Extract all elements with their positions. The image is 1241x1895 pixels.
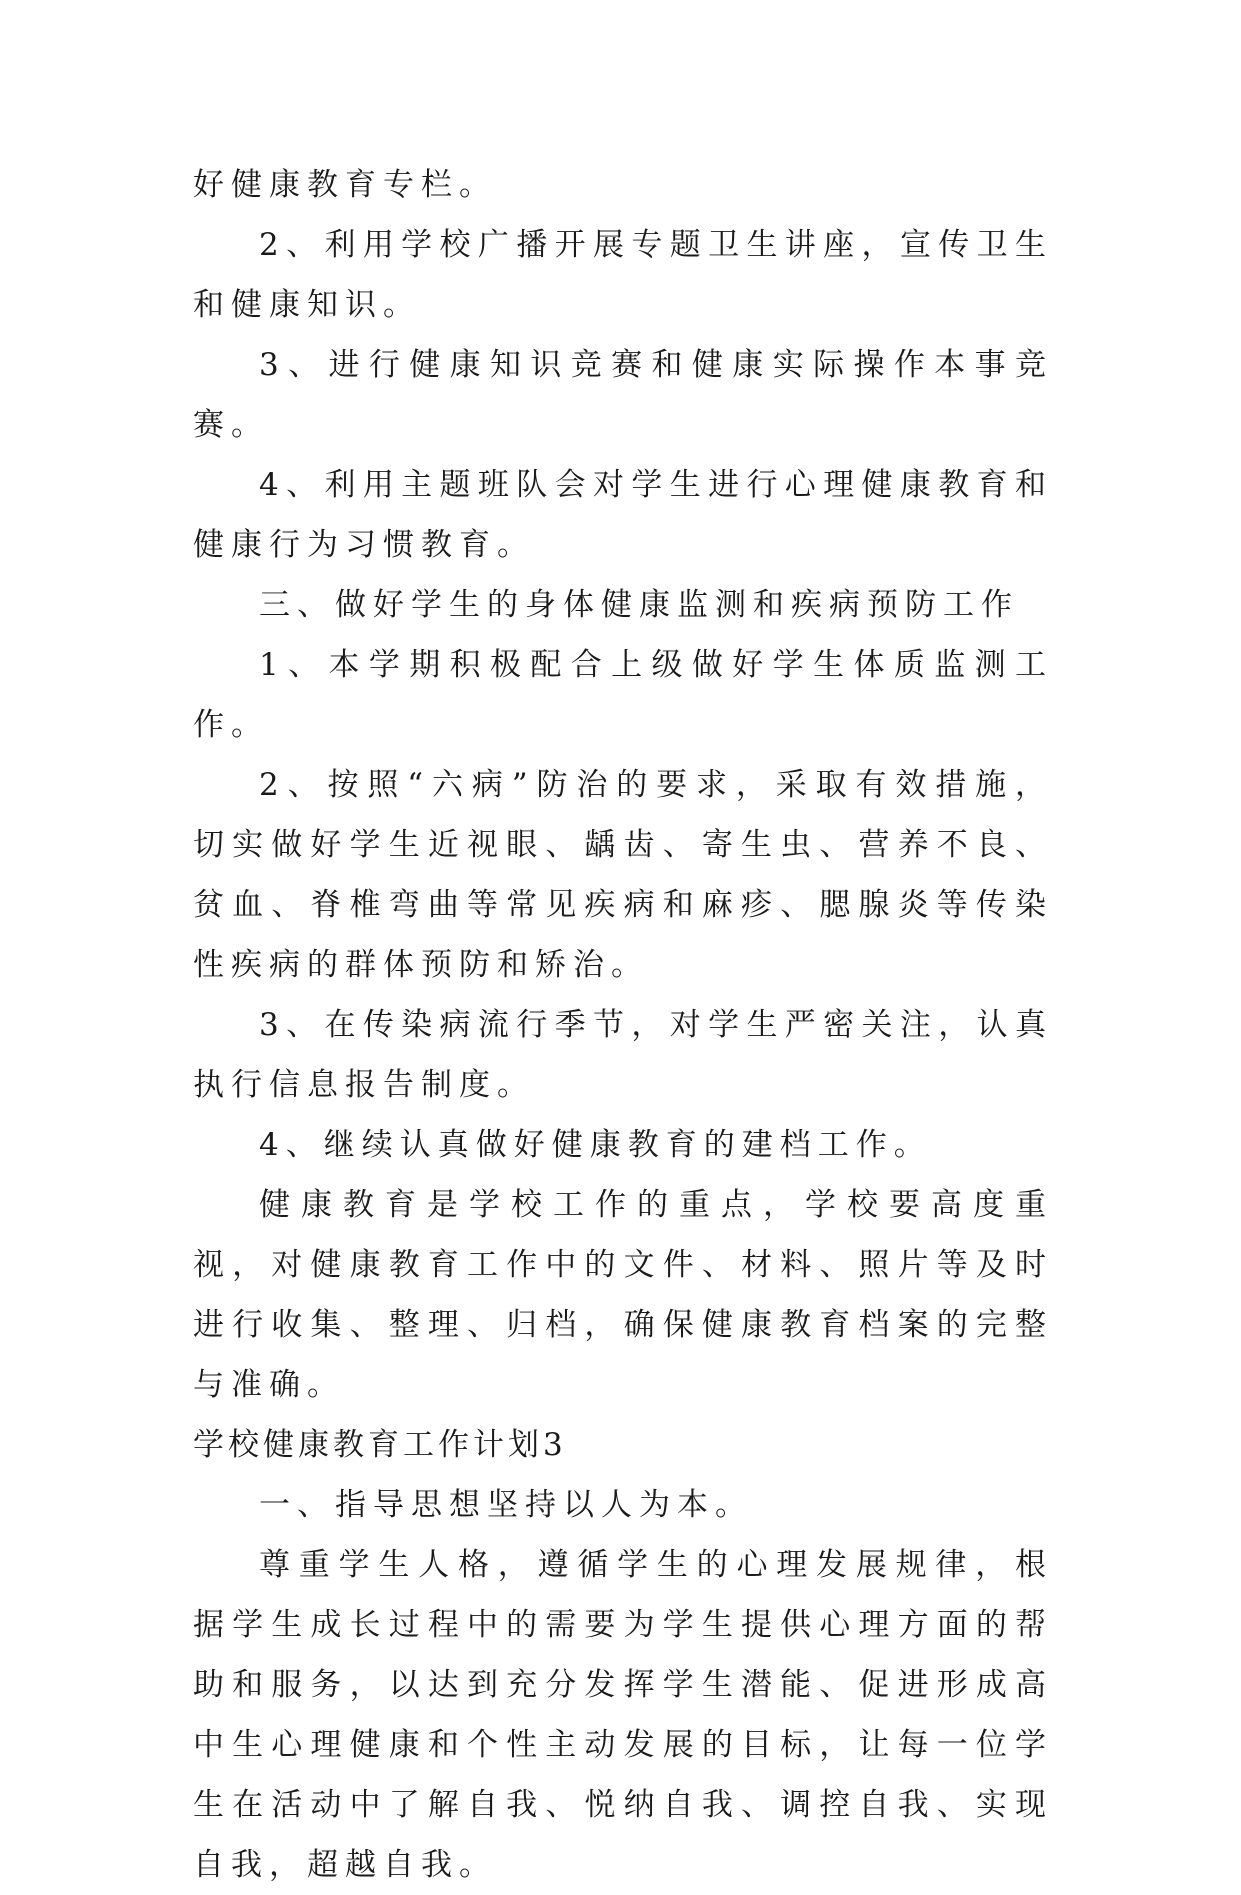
section-heading: 三、做好学生的身体健康监测和疾病预防工作: [259, 587, 1019, 623]
paragraph: 3、在传染病流行季节，对学生严密关注，认真执行信息报告制度。: [193, 1007, 1053, 1103]
paragraph: 尊重学生人格，遵循学生的心理发展规律，根据学生成长过程中的需要为学生提供心理方面的帮助和服务，以达到充分发挥学生潜能、促进形成高中生心理健康和个性主动发展的目标，让每一位学生在活动中了解自我、悦纳自我、调控自我、实现自我，超越自我。: [193, 1547, 1053, 1883]
document-body: [193, 155, 1053, 1895]
paragraph: 1、本学期积极配合上级做好学生体质监测工作。: [193, 647, 1053, 743]
section-heading: 一、指导思想坚持以人为本。: [259, 1487, 753, 1523]
paragraph: 4、利用主题班队会对学生进行心理健康教育和健康行为习惯教育。: [193, 467, 1053, 563]
paragraph: 健康教育是学校工作的重点，学校要高度重视，对健康教育工作中的文件、材料、照片等及时进行收集、整理、归档，确保健康教育档案的完整与准确。: [193, 1187, 1053, 1403]
paragraph: 3、进行健康知识竞赛和健康实际操作本事竞赛。: [193, 347, 1053, 443]
document-title: 学校健康教育工作计划3: [193, 1427, 567, 1463]
paragraph: 好健康教育专栏。: [193, 167, 497, 203]
paragraph: 2、按照“六病”防治的要求，采取有效措施，切实做好学生近视眼、龋齿、寄生虫、营养不良、贫血、脊椎弯曲等常见疾病和麻疹、腮腺炎等传染性疾病的群体预防和矫治。: [193, 767, 1053, 983]
paragraph: 2、利用学校广播开展专题卫生讲座，宣传卫生和健康知识。: [193, 227, 1053, 323]
paragraph: 4、继续认真做好健康教育的建档工作。: [259, 1127, 932, 1163]
